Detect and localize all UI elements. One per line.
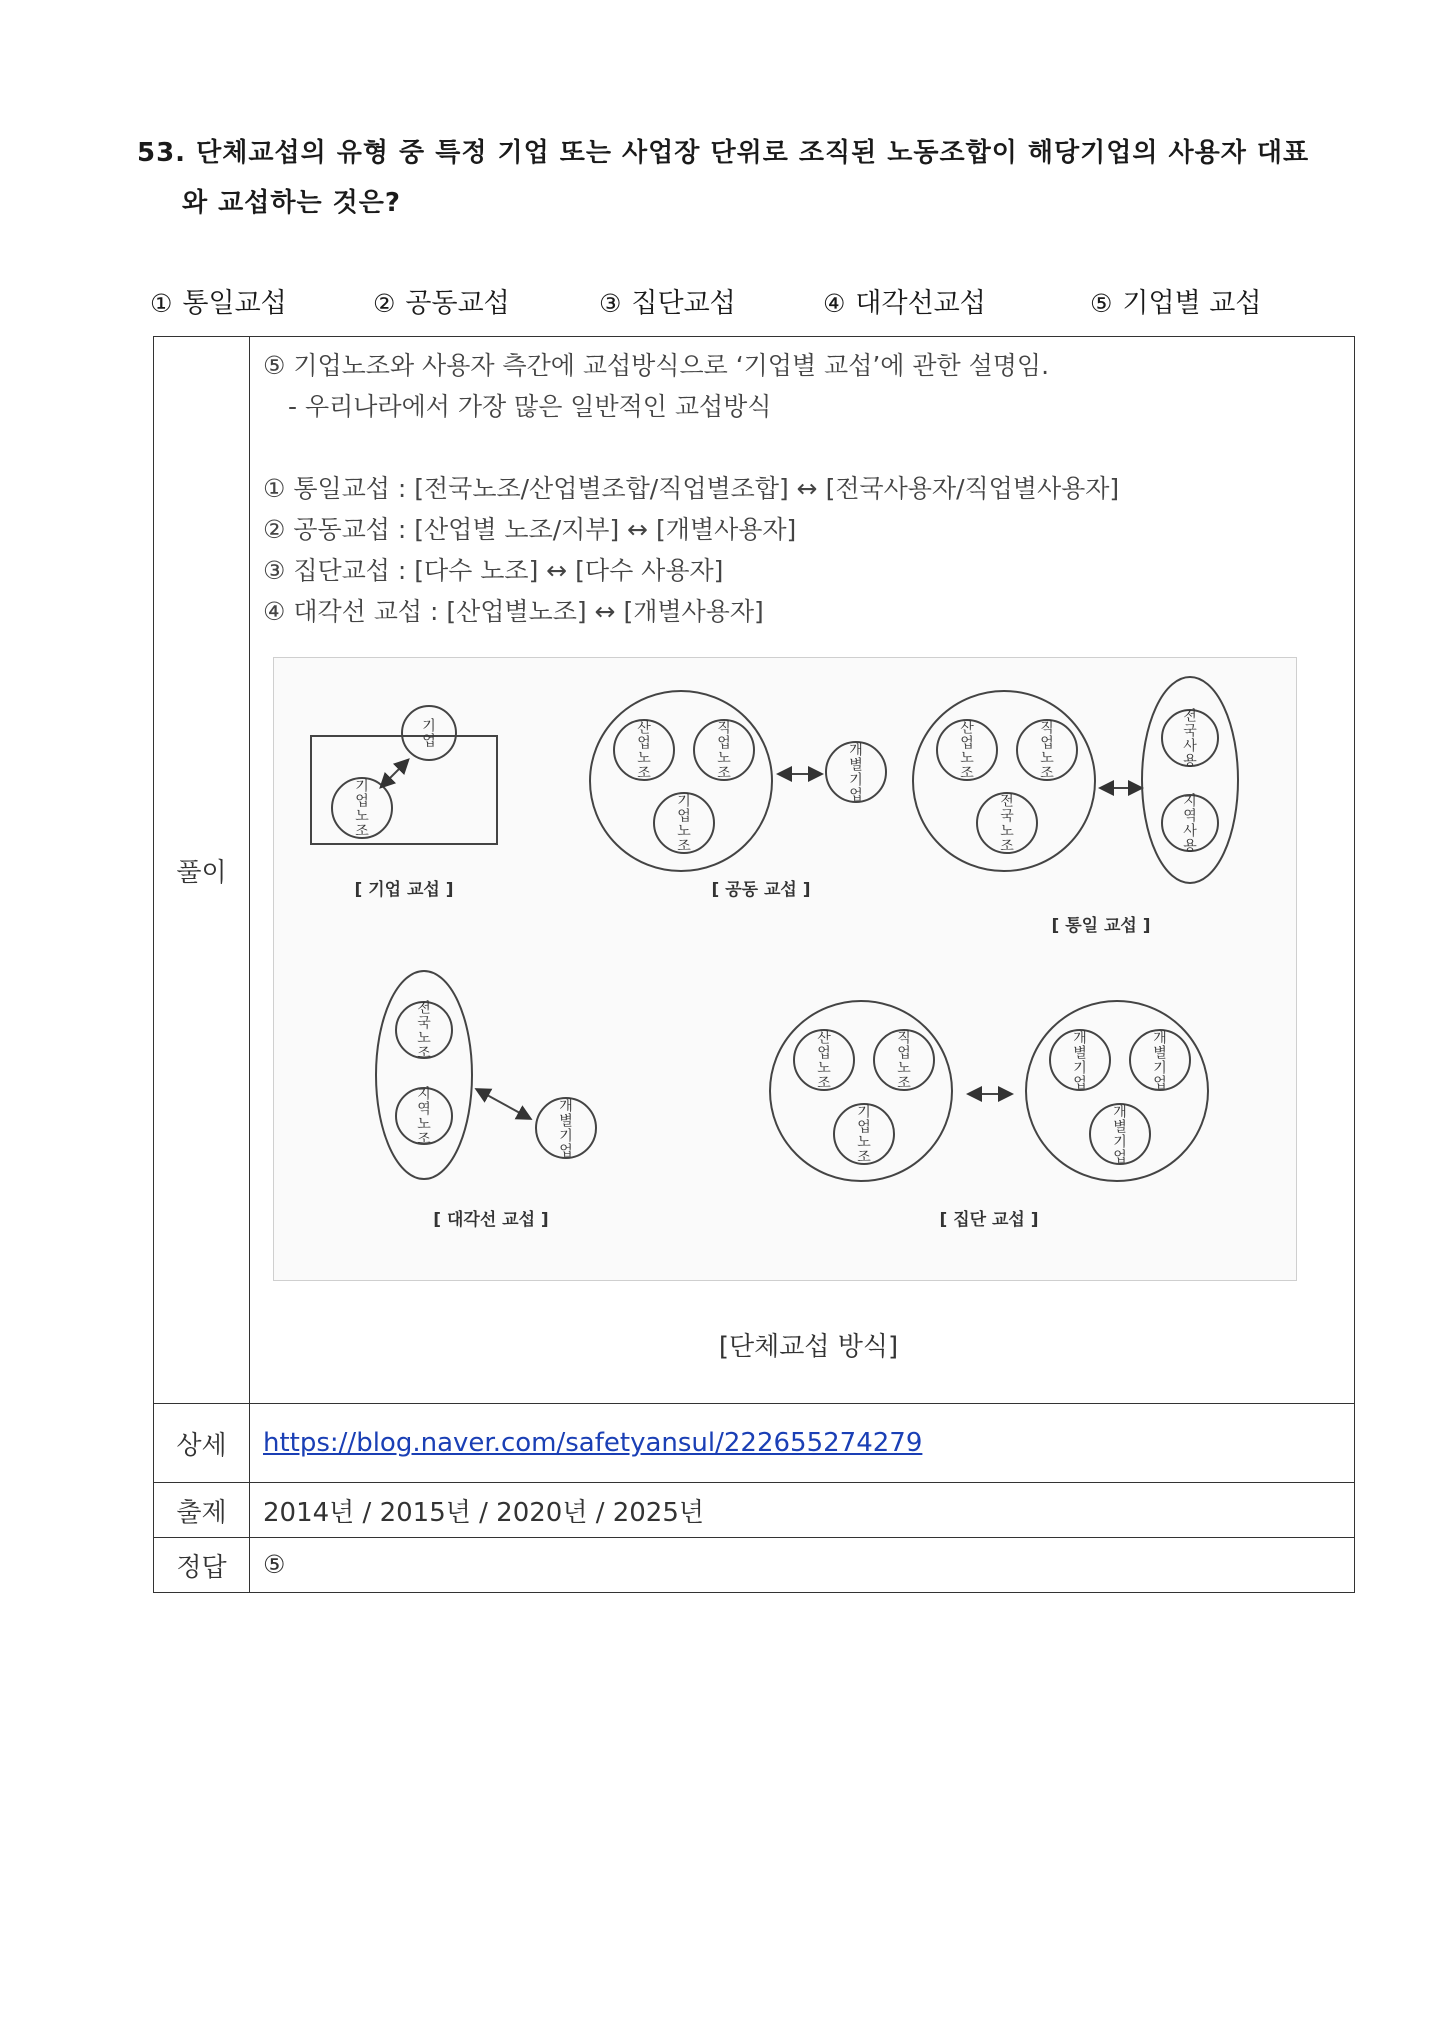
answer-choices bbox=[0, 281, 1430, 321]
bargaining-diagram bbox=[273, 657, 1297, 1281]
group-employer-label-3: 개 별 기 업 bbox=[1113, 1104, 1127, 1166]
answer-label: 정답 bbox=[154, 1538, 250, 1593]
question bbox=[137, 128, 1357, 228]
solution-table bbox=[153, 336, 1355, 1593]
detail-content bbox=[250, 1404, 1355, 1483]
unified-union-label-1: 산 업 노 조 bbox=[960, 720, 974, 782]
solution-item-4: ④ 대각선 교섭 : [산업별노조] ↔ [개별사용자] bbox=[263, 597, 764, 626]
group-union-label-2: 직 업 노 조 bbox=[897, 1030, 911, 1092]
question-text-line2: 와 교섭하는 것은? bbox=[182, 188, 401, 218]
choice-label: 대각선교섭 bbox=[855, 288, 986, 319]
diagonal-title: [ 대각선 교섭 ] bbox=[433, 1210, 549, 1230]
detail-label: 상세 bbox=[154, 1404, 250, 1483]
figure-caption: [단체교섭 방식] bbox=[718, 1332, 899, 1362]
choice-3[interactable] bbox=[599, 281, 736, 320]
unified-union-label-3: 전 국 노 조 bbox=[1000, 793, 1014, 855]
solution-item-3: ③ 집단교섭 : [다수 노조] ↔ [다수 사용자] bbox=[263, 556, 724, 585]
exam-row bbox=[154, 1483, 1355, 1538]
diagonal-employer-label: 개 별 기 업 bbox=[559, 1098, 573, 1160]
choice-4[interactable] bbox=[823, 281, 986, 320]
group-title: [ 집단 교섭 ] bbox=[939, 1210, 1039, 1230]
choice-label: 공동교섭 bbox=[405, 288, 510, 319]
answer-mark: ⑤ bbox=[263, 1550, 286, 1579]
diagonal-union-label-1: 전 국 노 조 bbox=[417, 1000, 431, 1062]
joint-union-label-3: 기 업 노 조 bbox=[677, 793, 691, 855]
solution-content bbox=[250, 337, 1355, 1404]
solution-line2: - 우리나라에서 가장 많은 일반적인 교섭방식 bbox=[288, 392, 772, 421]
unified-title: [ 통일 교섭 ] bbox=[1051, 916, 1151, 936]
exam-label: 출제 bbox=[154, 1483, 250, 1538]
joint-title: [ 공동 교섭 ] bbox=[711, 880, 811, 900]
choice-label: 기업별 교섭 bbox=[1122, 288, 1262, 319]
joint-employer-label: 개 별 기 업 bbox=[849, 742, 863, 804]
choice-mark: ④ bbox=[823, 289, 846, 318]
solution-line1: ⑤ 기업노조와 사용자 측간에 교섭방식으로 ‘기업별 교섭’에 관한 설명임. bbox=[263, 351, 1050, 380]
bargaining-diagram-svg bbox=[274, 658, 1296, 1280]
unified-employer-label-2: 지 역 사 용 bbox=[1183, 793, 1197, 855]
choice-mark: ⑤ bbox=[1090, 289, 1113, 318]
diagonal-union-label-2: 지 역 노 조 bbox=[417, 1086, 431, 1148]
question-text-line1: 단체교섭의 유형 중 특정 기업 또는 사업장 단위로 조직된 노동조합이 해당기업의 사용자 대표 bbox=[196, 138, 1310, 168]
detail-row bbox=[154, 1404, 1355, 1483]
answer-row bbox=[154, 1538, 1355, 1593]
unified-employer-label-1: 전 국 사 용 bbox=[1183, 708, 1197, 770]
company-arrow bbox=[382, 761, 407, 786]
solution-row bbox=[154, 337, 1355, 1404]
company-union-label: 기 업 노 조 bbox=[355, 778, 369, 840]
diagonal-arrow bbox=[478, 1090, 529, 1118]
group-employer-label-1: 개 별 기 업 bbox=[1073, 1030, 1087, 1092]
question-number: 53. bbox=[137, 138, 187, 168]
solution-item-2: ② 공동교섭 : [산업별 노조/지부] ↔ [개별사용자] bbox=[263, 515, 797, 544]
solution-label: 풀이 bbox=[154, 337, 250, 1404]
group-union-label-1: 산 업 노 조 bbox=[817, 1030, 831, 1092]
company-employer-label: 기 업 bbox=[422, 718, 436, 750]
answer-value bbox=[250, 1538, 1355, 1593]
group-union-label-3: 기 업 노 조 bbox=[857, 1104, 871, 1166]
company-title: [ 기업 교섭 ] bbox=[354, 880, 454, 900]
joint-union-label-1: 산 업 노 조 bbox=[637, 720, 651, 782]
choice-mark: ② bbox=[373, 289, 396, 318]
unified-union-label-2: 직 업 노 조 bbox=[1040, 720, 1054, 782]
choice-mark: ① bbox=[150, 289, 173, 318]
choice-1[interactable] bbox=[150, 281, 287, 320]
solution-item-1: ① 통일교섭 : [전국노조/산업별조합/직업별조합] ↔ [전국사용자/직업별사용자] bbox=[263, 474, 1120, 503]
choice-label: 집단교섭 bbox=[631, 288, 736, 319]
choice-5[interactable] bbox=[1090, 281, 1261, 320]
choice-label: 통일교섭 bbox=[182, 288, 287, 319]
detail-link[interactable]: https://blog.naver.com/safetyansul/222655274279 bbox=[263, 1428, 923, 1458]
choice-2[interactable] bbox=[373, 281, 510, 320]
joint-union-label-2: 직 업 노 조 bbox=[717, 720, 731, 782]
group-employer-label-2: 개 별 기 업 bbox=[1153, 1030, 1167, 1092]
exam-years: 2014년 / 2015년 / 2020년 / 2025년 bbox=[250, 1483, 1355, 1538]
choice-mark: ③ bbox=[599, 289, 622, 318]
